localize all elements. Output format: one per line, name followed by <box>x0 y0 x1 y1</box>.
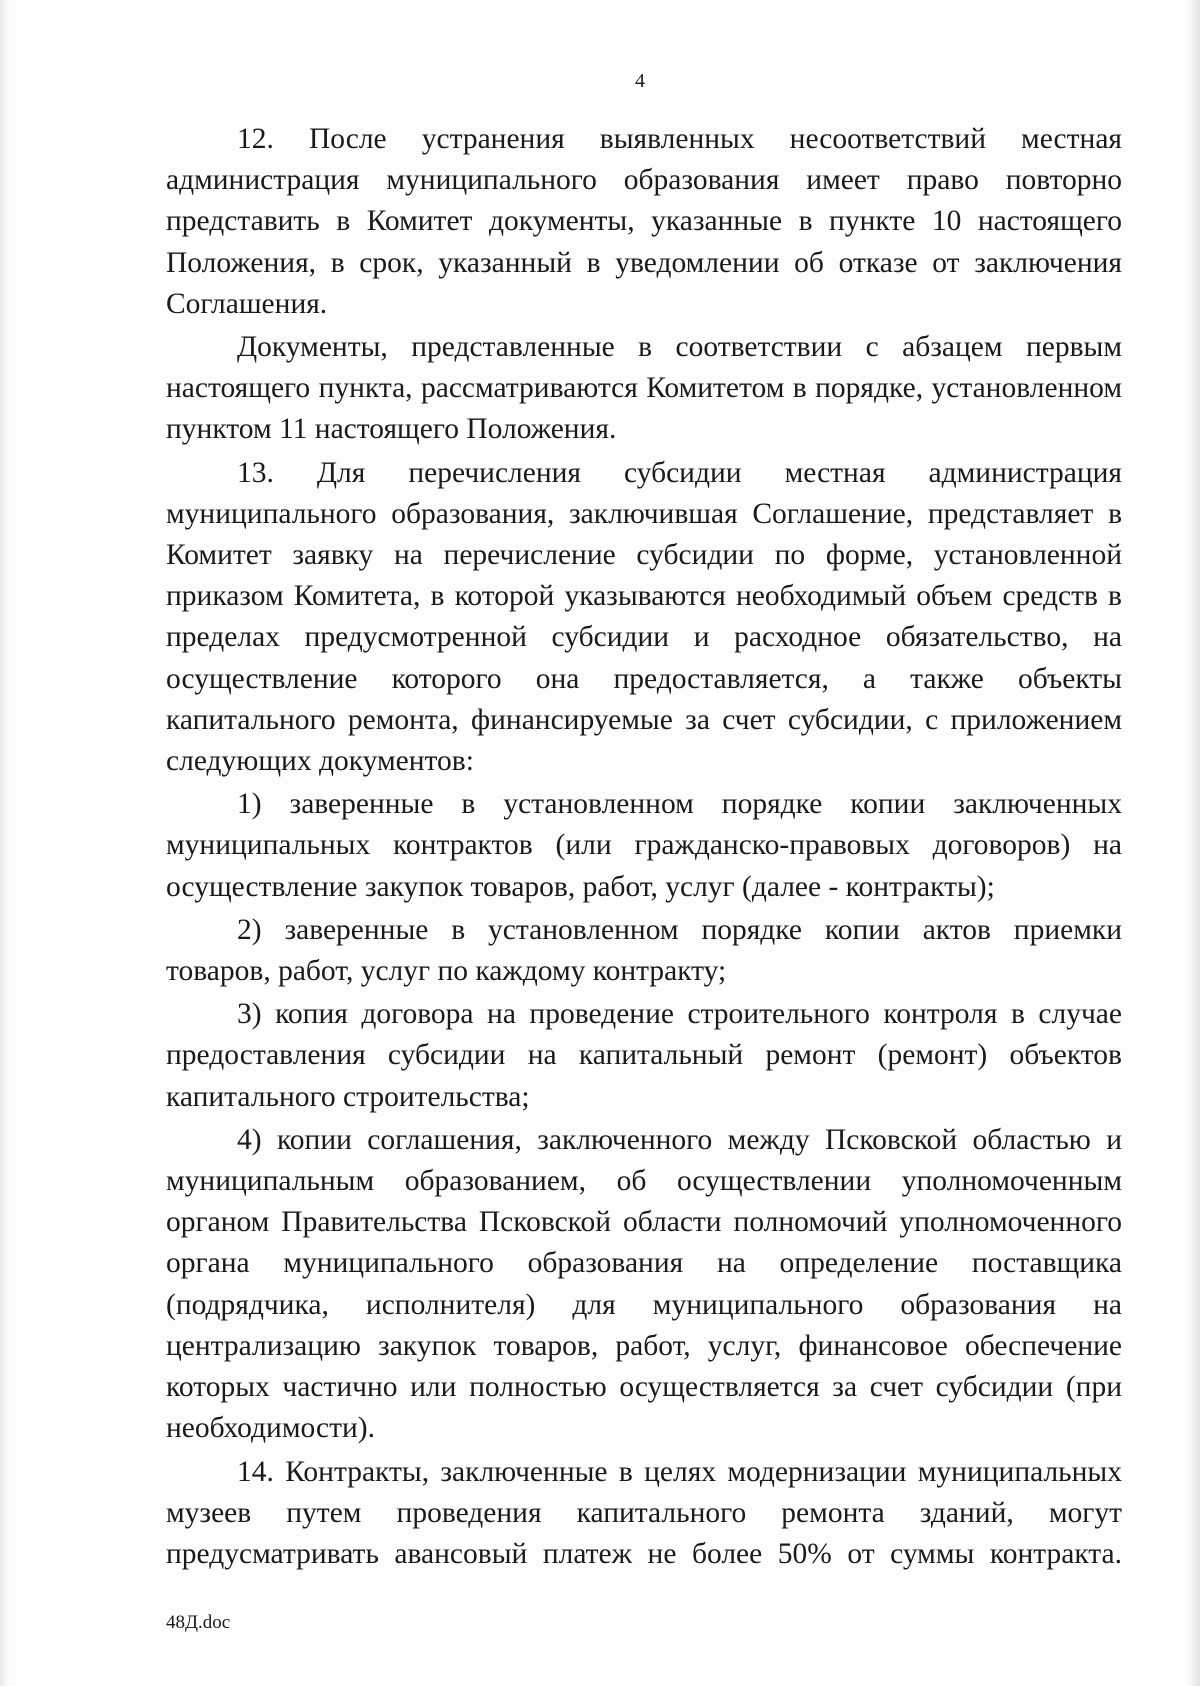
paragraph-13: 13. Для перечисления субсидии местная администрация муниципального образования, заключившая Соглашение, представляет в Комитет заявку на перечисление субсидии по форме, установленной приказом Комитета, в которой указываются необходимый объем средств в пределах предусмотренной субсидии и расходное обязательство, на осуществление которого она предоставляется, а также объекты капитального ремонта, финансируемые за счет субсидии, с приложением следующих документов: <box>166 456 1122 778</box>
paragraph-12-second: Документы, представленные в соответствии с абзацем первым настоящего пункта, рассматриваются Комитетом в порядке, установленном пунктом 11 настоящего Положения. <box>166 331 1122 446</box>
scan-edge-right <box>1186 0 1200 1686</box>
document-body <box>166 119 1122 1575</box>
page-number: 4 <box>635 70 645 92</box>
footer-file-name: 48Д.doc <box>166 1612 231 1633</box>
list-item-3: 3) копия договора на проведение строительного контроля в случае предоставления субсидии на капитальный ремонт (ремонт) объектов капитального строительства; <box>166 998 1122 1113</box>
list-item-4: 4) копии соглашения, заключенного между Псковской областью и муниципальным образованием, об осуществлении уполномоченным органом Правительства Псковской области полномочий уполномоченного органа муниципального образования на определение поставщика (подрядчика, исполнителя) для муниципального образования на централизацию закупок товаров, работ, услуг, финансовое обеспечение которых частично или полностью осуществляется за счет субсидии (при необходимости). <box>166 1123 1122 1445</box>
scan-edge-left <box>0 0 10 1686</box>
list-item-2: 2) заверенные в установленном порядке копии актов приемки товаров, работ, услуг по каждому контракту; <box>166 913 1122 988</box>
paragraph-14: 14. Контракты, заключенные в целях модернизации муниципальных музеев путем проведения капитального ремонта зданий, могут предусматривать авансовый платеж не более 50% от суммы контракта. <box>166 1455 1122 1570</box>
list-item-1: 1) заверенные в установленном порядке копии заключенных муниципальных контрактов (или гражданско-правовых договоров) на осуществление закупок товаров, работ, услуг (далее - контракты); <box>166 788 1122 903</box>
paragraph-12: 12. После устранения выявленных несоответствий местная администрация муниципального образования имеет право повторно представить в Комитет документы, указанные в пункте 10 настоящего Положения, в срок, указанный в уведомлении об отказе от заключения Соглашения. <box>166 123 1122 320</box>
